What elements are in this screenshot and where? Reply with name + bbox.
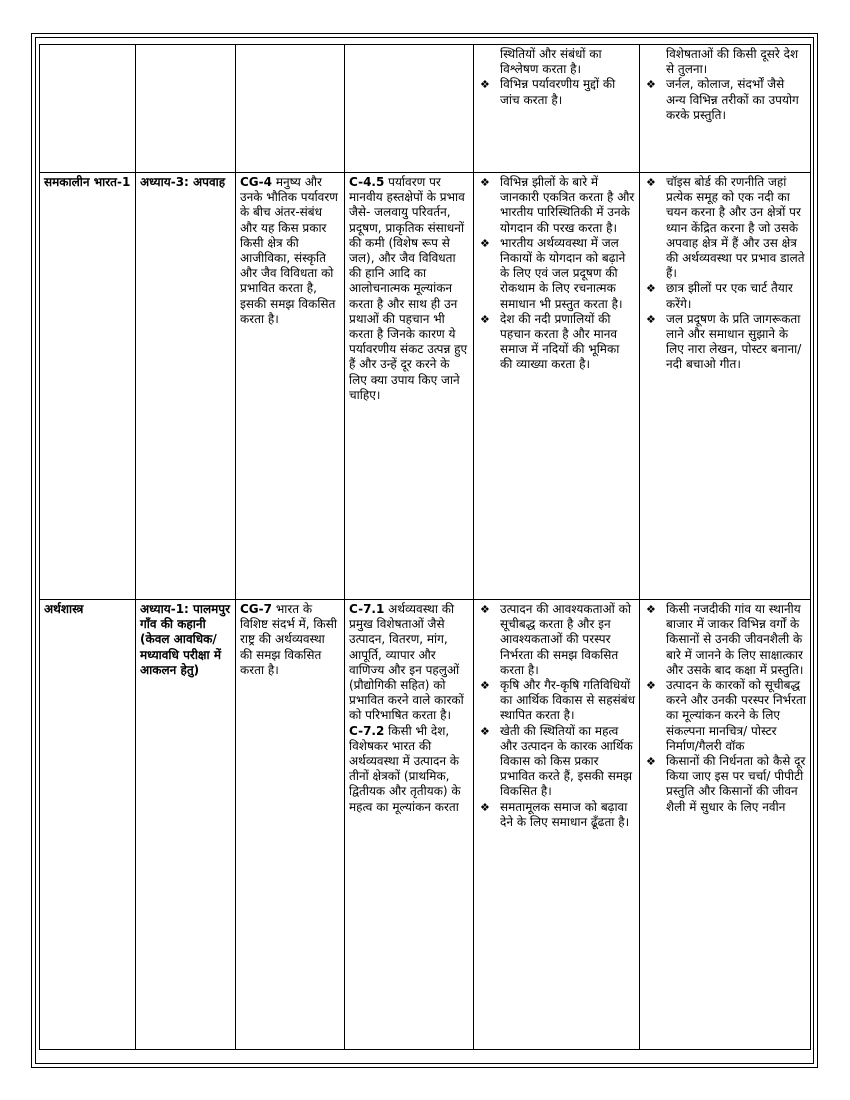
bullet-icon: ❖	[480, 724, 490, 738]
activities-cell	[640, 45, 811, 173]
bullet-icon: ❖	[480, 603, 490, 616]
activities-cell	[640, 600, 811, 1050]
bullet-icon: ❖	[646, 679, 656, 693]
competency-code: C-4.5	[349, 175, 385, 189]
subject-name: समकालीन भारत-1	[44, 175, 131, 189]
bullet-icon: ❖	[646, 176, 656, 189]
bullet-icon: ❖	[646, 755, 656, 769]
competency-code: C-7.1	[349, 602, 385, 616]
learning-outcomes-cell	[474, 173, 640, 600]
activity-text: जर्नल, कोलाज, संदर्भों जैसे अन्य विभिन्न तरीकों का उपयोग करके प्रस्तुति।	[666, 77, 799, 122]
list-item	[644, 77, 806, 123]
list-item	[478, 236, 635, 312]
outcome-text: भारतीय अर्थव्यवस्था में जल निकायों के योगदान को बढ़ाने के लिए एवं जल प्रदूषण की रोकथाम के लिए रचनात्मक समाधान भी प्रस्तुत करता है।	[500, 235, 626, 311]
table-row	[40, 173, 811, 600]
activity-text: चॉइस बोर्ड की रणनीति जहां प्रत्येक समूह को एक नदी का चयन करना है और उन क्षेत्रों पर ध्यान केंद्रित करना है जो उसके अपवाह क्षेत्र में हैं और उस क्षेत्र की अर्थव्यवस्था पर प्रभाव डालते हैं।	[666, 175, 805, 281]
bullet-icon: ❖	[646, 312, 656, 326]
cg-code: CG-7	[240, 602, 272, 616]
list-item	[644, 754, 806, 815]
list-item	[478, 47, 635, 77]
curricular-goal-cell	[236, 600, 345, 1050]
list-item	[644, 281, 806, 311]
bullet-icon: ❖	[480, 78, 490, 92]
bullet-icon: ❖	[646, 78, 656, 92]
chapter-title: अध्याय-3: अपवाह	[140, 175, 226, 189]
chapter-title: अध्याय-1: पालमपुर गाँव की कहानी (केवल आवधिक/ मध्यावधि परीक्षा में आकलन हेतु)	[140, 602, 230, 677]
cg-code: CG-4	[240, 175, 272, 189]
table-row	[40, 600, 811, 1050]
bullet-icon: ❖	[480, 176, 490, 189]
outcome-text: समतामूलक समाज को बढ़ावा देने के लिए समाधान ढूँढता है।	[500, 799, 630, 829]
activities-cell	[640, 173, 811, 600]
list-item	[478, 678, 635, 724]
activity-text: विशेषताओं की किसी दूसरे देश से तुलना।	[666, 47, 799, 77]
subject-cell	[40, 173, 136, 600]
competency-block	[349, 602, 469, 724]
outcome-text: कृषि और गैर-कृषि गतिविधियों का आर्थिक विकास से सहसंबंध स्थापित करता है।	[500, 678, 635, 723]
competency-cell	[345, 600, 474, 1050]
list-item	[644, 47, 806, 77]
competency-cell	[345, 45, 474, 173]
bullet-icon: ❖	[480, 800, 490, 814]
list-item	[644, 602, 806, 678]
subject-cell	[40, 45, 136, 173]
list-item	[478, 77, 635, 107]
activity-text: किसी नजदीकी गांव या स्थानीय बाजार में जाकर विभिन्न वर्गों के किसानों से उनकी जीवनशैली के बारे में जानने के लिए साक्षात्कार और उसके बाद कक्षा में प्रस्तुति।	[666, 602, 804, 677]
chapter-cell	[136, 173, 236, 600]
chapter-cell	[136, 45, 236, 173]
cg-text: भारत के विशिष्ट संदर्भ में, किसी राष्ट्र की अर्थव्यवस्था की समझ विकसित करता है।	[240, 602, 337, 677]
curricular-goal-cell	[236, 173, 345, 600]
bullet-icon: ❖	[480, 236, 490, 250]
bullet-icon: ❖	[646, 603, 656, 616]
curricular-goal-cell	[236, 45, 345, 173]
competency-code: C-7.2	[349, 723, 385, 738]
outcome-text: विभिन्न पर्यावरणीय मुद्दों की जांच करता है।	[500, 77, 616, 107]
outcome-text: स्थितियों और संबंधों का विश्लेषण करता है।	[500, 47, 602, 77]
table-row	[40, 45, 811, 173]
activity-text: किसानों की निर्धनता को कैसे दूर किया जाए इस पर चर्चा/ पीपीटी प्रस्तुति और किसानों की जीवन शैली में सुधार के लिए नवीन	[666, 754, 806, 814]
list-item	[478, 175, 635, 236]
activity-text: जल प्रदूषण के प्रति जागरूकता लाने और समाधान सुझाने के लिए नारा लेखन, पोस्टर बनाना/ नदी बचाओ गीत।	[666, 311, 802, 372]
bullet-icon: ❖	[480, 679, 490, 693]
list-item	[478, 312, 635, 373]
list-item	[644, 678, 806, 754]
learning-outcomes-cell	[474, 45, 640, 173]
outcome-text: खेती की स्थितियों का महत्व और उत्पादन के कारक आर्थिक विकास को किस प्रकार प्रभावित करते हैं, इसकी समझ विकसित है।	[500, 723, 633, 799]
competency-block	[349, 724, 469, 815]
outcome-text: देश की नदी प्रणालियों की पहचान करता है और मानव समाज में नदियों की भूमिका की व्याख्या करता है।	[500, 311, 620, 372]
list-item	[478, 602, 635, 678]
subject-cell	[40, 600, 136, 1050]
outcome-text: उत्पादन की आवश्यकताओं को सूचीबद्ध करता है और इन आवश्यकताओं की परस्पर निर्भरता की समझ विकसित करता है।	[500, 602, 631, 677]
competency-text: किसी भी देश, विशेषकर भारत की अर्थव्यवस्था में उत्पादन के तीनों क्षेत्रकों (प्राथमिक, द्वितीयक और तृतीयक) के महत्व का मूल्यांकन करता	[349, 723, 461, 814]
outcome-text: विभिन्न झीलों के बारे में जानकारी एकत्रित करता है और भारतीय पारिस्थितिकी में उनके योगदान की परख करता है।	[500, 175, 635, 235]
activity-text: उत्पादन के कारकों को सूचीबद्ध करने और उनकी परस्पर निर्भरता का मूल्यांकन करने के लिए संकल्पना मानचित्र/ पोस्टर निर्माण/गैलरी वॉक	[666, 678, 806, 753]
bullet-icon: ❖	[646, 282, 656, 296]
list-item	[478, 800, 635, 830]
chapter-cell	[136, 600, 236, 1050]
list-item	[644, 175, 806, 281]
list-item	[644, 312, 806, 373]
activity-text: छात्र झीलों पर एक चार्ट तैयार करेंगे।	[666, 281, 793, 311]
curriculum-table	[39, 44, 811, 1050]
competency-cell	[345, 173, 474, 600]
cg-text: मनुष्य और उनके भौतिक पर्यावरण के बीच अंतर-संबंध और यह किस प्रकार किसी क्षेत्र की आजीविका, संस्कृति और जैव विविधता को प्रभावित करता है, इसकी समझ विकसित करता है।	[240, 175, 338, 326]
list-item	[478, 724, 635, 800]
competency-text: पर्यावरण पर मानवीय हस्तक्षेपों के प्रभाव जैसे- जलवायु परिवर्तन, प्रदूषण, प्राकृतिक संसाधनों की कमी (विशेष रूप से जल), और जैव विविधता की हानि आदि का आलोचनात्मक मूल्यांकन करता है और साथ ही उन प्रथाओं की पहचान भी करता है जिनके कारण ये पर्यावरणीय संकट उत्पन्न हुए हैं और उन्हें दूर करने के लिए क्या उपाय किए जाने चाहिए।	[349, 175, 468, 402]
learning-outcomes-cell	[474, 600, 640, 1050]
subject-name: अर्थशास्त्र	[44, 602, 84, 616]
competency-text: अर्थव्यवस्था की प्रमुख विशेषताओं जैसे उत्पादन, वितरण, मांग, आपूर्ति, व्यापार और वाणिज्य और इन पहलुओं (प्रौद्योगिकी सहित) को प्रभावित करने वाले कारकों को परिभाषित करता है।	[349, 602, 464, 723]
bullet-icon: ❖	[480, 312, 490, 326]
